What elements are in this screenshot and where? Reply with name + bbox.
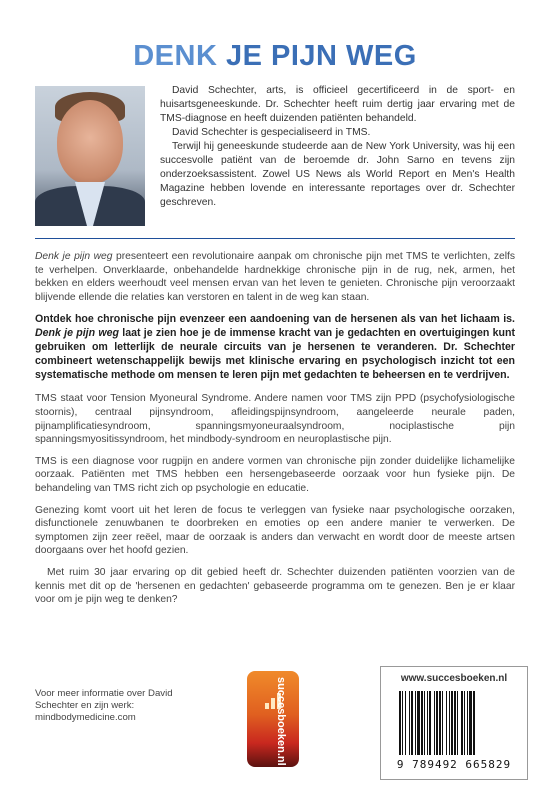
blurb-paragraph-6: Met ruim 30 jaar ervaring op dit gebied heeft dr. Schechter duizenden patiënten voorzien van de kennis met dit op de 'hersenen en gedachten' gebaseerde programma om te genezen. Ben je er klaar voor om je pijn weg te denken? [35, 566, 515, 606]
publisher-logo [247, 671, 299, 767]
blurb-paragraph-1 [35, 250, 515, 304]
title-part-1: DENK [133, 40, 218, 72]
blurb-text: Ontdek hoe chronische pijn evenzeer een aandoening van de hersenen als van het lichaam is. [35, 313, 515, 326]
bio-paragraph: David Schechter is gespecialiseerd in TMS. [172, 127, 371, 138]
isbn-number: 9 789492 665829 [396, 758, 512, 771]
blurb-paragraph-5: Genezing komt voort uit het leren de focus te verleggen van fysieke naar psychologische oorzaken, disfunctionele zenuwbanen te doorbreken en emoties op een andere manier te verwerken. De symptomen zijn zeer reëel, maar de oorzaak is anders dan verwacht en wordt door de meeste artsen doorgaans over het hoofd gezien. [35, 504, 515, 557]
divider [35, 238, 515, 239]
bio-paragraph: David Schechter, arts, is officieel gecertificeerd in de sport- en huisartsgeneeskunde. Dr. Schechter heeft ruim dertig jaar ervaring met de TMS-diagnose en heeft duizenden patiënten behandeld. [160, 85, 515, 124]
barcode-panel [380, 666, 528, 780]
title-part-2: JE PIJN WEG [225, 40, 417, 72]
author-bio [160, 84, 515, 210]
publisher-url: www.succesboeken.nl [400, 673, 508, 684]
blurb-text: laat je zien hoe je de immense kracht van je gedachten en overtuigingen kunt gebruiken om letterlijk de neurale circuits van je hersenen te veranderen. Dr. Schechter combineert wetenschappelijk bewijs met klinische ervaring en psychologisch inzicht tot een systematische methode om mensen te leren pijn met gedachten te beheersen en te verdrijven. [35, 327, 515, 382]
more-info: Voor meer informatie over David Schechter en zijn werk: mindbodymedicine.com [35, 688, 173, 723]
blurb [35, 250, 515, 607]
blurb-paragraph-2 [35, 312, 515, 382]
book-title-inline: Denk je pijn weg [35, 251, 113, 262]
blurb-paragraph-3: TMS staat voor Tension Myoneural Syndrome. Andere namen voor TMS zijn PPD (psychofysiologische stoornis), centraal pijnsyndroom, afleidingspijnsyndroom, aangeleerde neurale paden, pijnamplificatiesyndroom, spanningsmyoneuraalsyndroom, nociplastische pijn spanningsmyositissyndroom, het mindbody-syndroom en neuroplastische pijn. [35, 393, 515, 446]
book-title [0, 40, 550, 73]
book-title-inline: Denk je pijn weg [35, 327, 119, 340]
bio-paragraph: Terwijl hij geneeskunde studeerde aan de New York University, was hij een succesvolle patiënt van de beroemde dr. John Sarno en tevens zijn onderzoeksassistent. Zowel US News als World Report en Men's Health Magazine hebben lovende en interessante reportages over dr. Schechter geschreven. [160, 141, 515, 208]
logo-text: succesboeken.nl [275, 677, 287, 766]
barcode-icon [397, 691, 511, 755]
blurb-text: presenteert een revolutionaire aanpak om chronische pijn met TMS te verlichten, zelfs te verhelpen. Onverklaarde, onbehandelde hardnekkige chronische pijn in de rug, nek, armen, het bekken en elders weerhoudt veel mensen ervan van het leven te genieten. Chronische pijn veroorzaakt blijvende ellende die relaties kan verstoren en talent in de weg kan staan. [35, 251, 515, 303]
blurb-paragraph-4: TMS is een diagnose voor rugpijn en andere vormen van chronische pijn zonder duidelijke lichamelijke oorzaak. Patiënten met TMS hebben een hersengebaseerde oorzaak voor hun fysieke pijn. De behandeling van TMS richt zich op psychologie en educatie. [35, 455, 515, 494]
author-photo [35, 86, 145, 226]
